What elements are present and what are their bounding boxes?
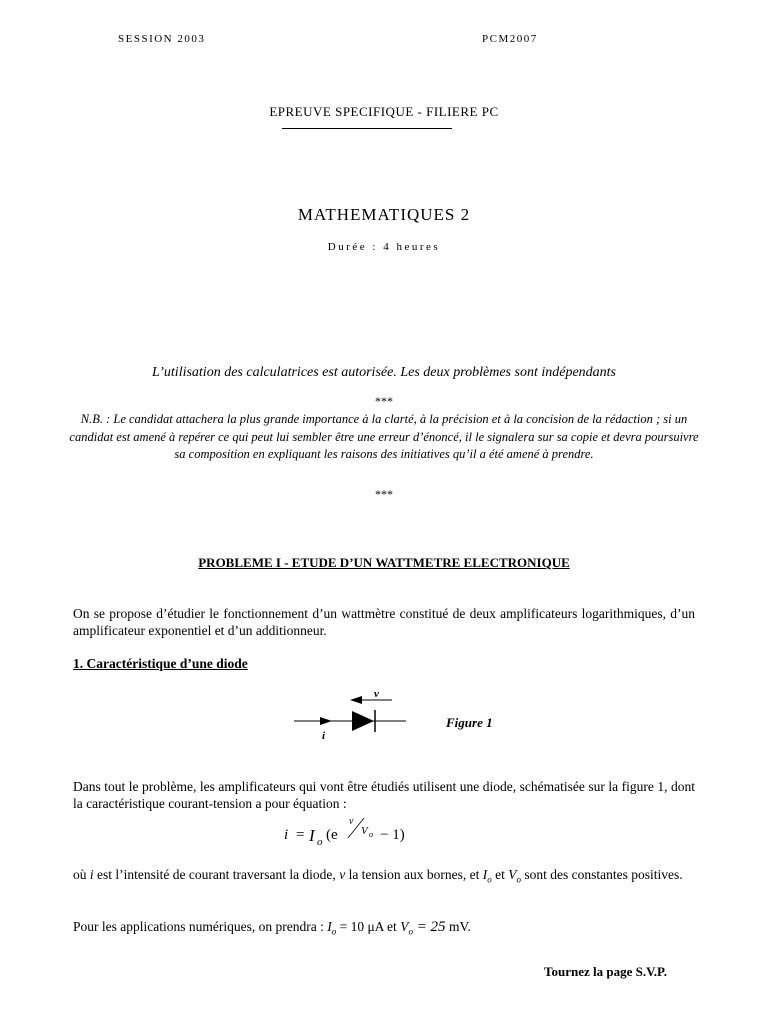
- stars-separator-bottom: ***: [375, 487, 393, 501]
- diode-equation: [284, 816, 444, 852]
- subject-title: MATHEMATIQUES 2: [297, 205, 471, 224]
- formula-exp-num: v: [349, 816, 354, 827]
- voltage-arrow-icon: [350, 696, 362, 704]
- calculator-notice: L’utilisation des calculatrices est autorisée. Les deux problèmes sont indépendants: [151, 365, 617, 380]
- exam-code: PCM2007: [482, 33, 538, 45]
- formula-I-sub: o: [317, 836, 323, 848]
- duration-label: Durée : 4 heures: [327, 241, 441, 253]
- current-arrow-icon: [320, 717, 332, 725]
- definitions-paragraph: où i est l’intensité de courant traversant la diode, v la tension aux bornes, et $I_o$ et $V_o$ sont des constantes positives.: [73, 867, 683, 885]
- formula-exp-den: V: [361, 825, 368, 837]
- formula-exp-den-sub: o: [369, 830, 373, 839]
- intro-paragraph: On se propose d’étudier le fonctionnement d’un wattmètre constitué de deux amplificateurs logarithmiques, d’un amplificateur exponentiel et d’un additionneur.: [73, 606, 695, 638]
- formula-tail: − 1): [380, 827, 405, 843]
- voltage-label: v: [374, 688, 379, 700]
- formula-equals: =: [296, 827, 305, 843]
- turn-page-note: Tournez la page S.V.P.: [544, 964, 668, 979]
- nb-paragraph: N.B. : Le candidat attachera la plus grande importance à la clarté, à la précision et à la concision de la rédaction ; si un candidat est amené à repérer ce qui peut lui sembler être une erreur d’énoncé, il le signalera sur sa copie et devra poursuivre sa composition en expliquant les raisons des initiatives qu’il a été amené à prendre.: [69, 412, 699, 461]
- stars-separator-top: ***: [375, 394, 393, 408]
- figure-caption: Figure 1: [446, 715, 493, 730]
- problem-title: PROBLEME I - ETUDE D’UN WATTMETRE ELECTRONIQUE: [198, 555, 570, 570]
- diode-triangle: [352, 711, 374, 731]
- current-label: i: [322, 730, 326, 742]
- diode-figure: [290, 686, 420, 742]
- diode-paragraph: Dans tout le problème, les amplificateurs qui vont être étudiés utilisent une diode, schématisée sur la figure 1, dont la caractéristique courant-tension a pour équation :: [73, 779, 695, 811]
- numeric-values-paragraph: Pour les applications numériques, on prendra : $I_o = 10$ μA et $V_o = 25$ mV.: [73, 919, 471, 937]
- var-v: v: [339, 867, 346, 882]
- section-title: 1. Caractéristique d’une diode: [73, 656, 248, 671]
- epreuve-title: EPREUVE SPECIFIQUE - FILIERE PC: [269, 104, 499, 119]
- var-i: i: [89, 867, 94, 882]
- var-V: V: [508, 867, 517, 882]
- formula-I: I: [309, 826, 315, 845]
- title-divider: [282, 128, 452, 129]
- formula-i: i: [284, 827, 289, 843]
- formula-open: (e: [326, 827, 338, 843]
- var-I: I: [482, 867, 488, 882]
- session-label: SESSION 2003: [118, 33, 206, 45]
